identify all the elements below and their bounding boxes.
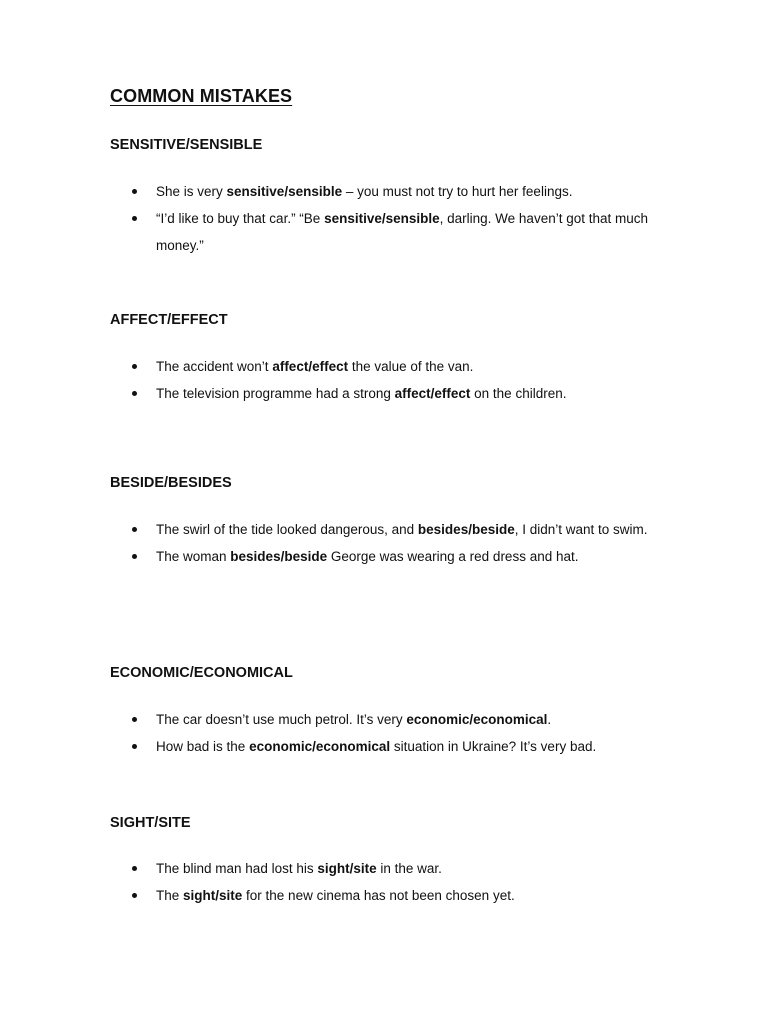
- item-text-post: , I didn’t want to swim.: [514, 522, 648, 537]
- item-text-post: for the new cinema has not been chosen yet.: [242, 888, 515, 903]
- bullet-icon: [132, 893, 137, 898]
- item-text-post: George was wearing a red dress and hat.: [327, 549, 579, 564]
- item-text-bold: sight/site: [183, 888, 243, 903]
- item-text-bold: affect/effect: [394, 386, 471, 401]
- item-text-bold: besides/beside: [230, 549, 328, 564]
- section-sensitive-sensible: [110, 136, 670, 259]
- item-text-bold: besides/beside: [417, 522, 515, 537]
- list-item: [110, 380, 656, 407]
- list-item: [110, 205, 656, 259]
- item-text-bold: affect/effect: [272, 359, 349, 374]
- item-text-pre: The accident won’t: [156, 359, 273, 374]
- section-heading: SENSITIVE/SENSIBLE: [110, 137, 263, 153]
- item-text-bold: economic/economical: [406, 712, 548, 727]
- section-heading: BESIDE/BESIDES: [110, 475, 232, 491]
- section-sight-site: [110, 814, 670, 909]
- bullet-icon: [132, 527, 137, 532]
- list-item: [110, 516, 656, 543]
- section-affect-effect: [110, 311, 670, 407]
- bullet-list: [110, 706, 670, 760]
- item-text-pre: The woman: [156, 549, 231, 564]
- item-text-pre: “I’d like to buy that car.” “Be: [156, 211, 325, 226]
- item-text-post: the value of the van.: [348, 359, 474, 374]
- bullet-icon: [132, 866, 137, 871]
- bullet-icon: [132, 189, 137, 194]
- item-text-pre: She is very: [156, 184, 227, 199]
- item-text-post: on the children.: [470, 386, 567, 401]
- item-text-pre: The car doesn’t use much petrol. It’s very: [156, 712, 407, 727]
- item-text-bold: sensitive/sensible: [226, 184, 343, 199]
- item-text-bold: economic/economical: [249, 739, 391, 754]
- bullet-list: [110, 353, 670, 407]
- list-item: [110, 855, 656, 882]
- bullet-list: [110, 516, 670, 570]
- item-text-pre: The: [156, 888, 184, 903]
- item-text-post: .: [547, 712, 552, 727]
- item-text-bold: sensitive/sensible: [324, 211, 440, 226]
- bullet-icon: [132, 717, 137, 722]
- list-item: [110, 733, 656, 760]
- section-heading: AFFECT/EFFECT: [110, 312, 228, 328]
- item-text-pre: The television programme had a strong: [156, 386, 395, 401]
- bullet-icon: [132, 554, 137, 559]
- list-item: [110, 706, 656, 733]
- list-item: [110, 353, 656, 380]
- bullet-icon: [132, 216, 137, 221]
- item-text-pre: The swirl of the tide looked dangerous, and: [156, 522, 418, 537]
- item-text-post: in the war.: [376, 861, 442, 876]
- section-heading: ECONOMIC/ECONOMICAL: [110, 665, 293, 681]
- section-economic-economical: [110, 664, 670, 760]
- list-item: [110, 178, 656, 205]
- item-text-pre: The blind man had lost his: [156, 861, 318, 876]
- item-text-pre: How bad is the: [156, 739, 250, 754]
- item-text-bold: sight/site: [317, 861, 377, 876]
- document-title: COMMON MISTAKES: [110, 86, 293, 106]
- item-text-post: , darling. We haven’t got that much money.”: [156, 211, 649, 253]
- bullet-list: [110, 178, 670, 259]
- list-item: [110, 543, 656, 570]
- bullet-list: [110, 855, 670, 909]
- section-heading: SIGHT/SITE: [110, 815, 191, 831]
- bullet-icon: [132, 364, 137, 369]
- bullet-icon: [132, 744, 137, 749]
- item-text-post: situation in Ukraine? It’s very bad.: [390, 739, 597, 754]
- list-item: [110, 882, 656, 909]
- bullet-icon: [132, 391, 137, 396]
- section-beside-besides: [110, 474, 670, 570]
- item-text-post: – you must not try to hurt her feelings.: [342, 184, 573, 199]
